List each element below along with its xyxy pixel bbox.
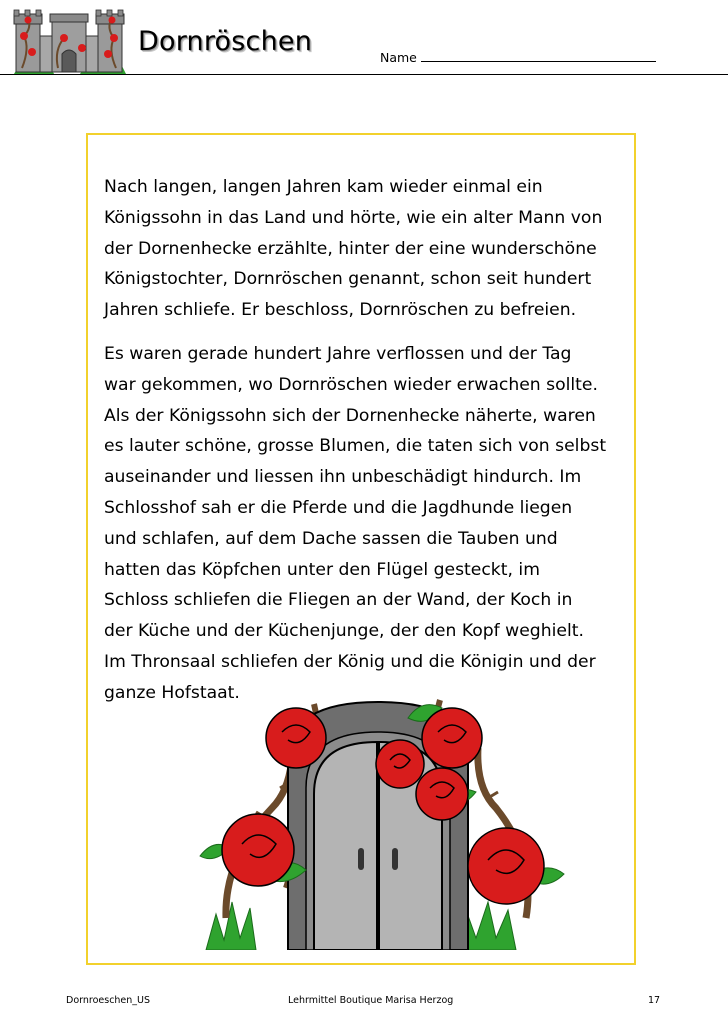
story-paragraph-1: Nach langen, langen Jahren kam wieder einmal ein Königssohn in das Land und hörte, wie ein alter Mann von der Dornenhecke erzählte, hinter der eine wunderschöne Königstochter, Dornröschen genannt, schon seit hundert Jahren schliefe. Er beschloss, Dornröschen zu befreien. <box>104 177 603 321</box>
castle-door-with-roses-icon <box>196 688 576 950</box>
story-text <box>104 172 634 709</box>
footer-filename: Dornroeschen_US <box>66 995 151 1006</box>
page-number: 17 <box>648 995 661 1006</box>
header-divider <box>0 74 728 75</box>
footer-publisher: Lehrmittel Boutique Marisa Herzog <box>288 995 454 1006</box>
page-title: Dornröschen <box>138 26 313 57</box>
name-label: Name <box>380 50 417 65</box>
name-input-line[interactable] <box>421 51 656 62</box>
castle-with-roses-icon <box>8 8 134 78</box>
story-paragraph-2: Es waren gerade hundert Jahre verflossen und der Tag war gekommen, wo Dornröschen wieder erwachen sollte. Als der Königssohn sich der Dornenhecke näherte, waren es lauter schöne, grosse Blumen, die taten sich von selbst auseinander und liessen ihn unbeschädigt hindurch. Im Schlosshof sah er die Pferde und die Jagdhunde liegen und schlafen, auf dem Dache sassen die Tauben und hatten das Köpfchen unter den Flügel gesteckt, im Schloss schliefen die Fliegen an der Wand, der Koch in der Küche und der Küchenjunge, der den Kopf weghielt. Im Thronsaal schliefen der König und die Königin und der ganze Hofstaat. <box>104 343 607 703</box>
name-field[interactable] <box>380 50 656 65</box>
